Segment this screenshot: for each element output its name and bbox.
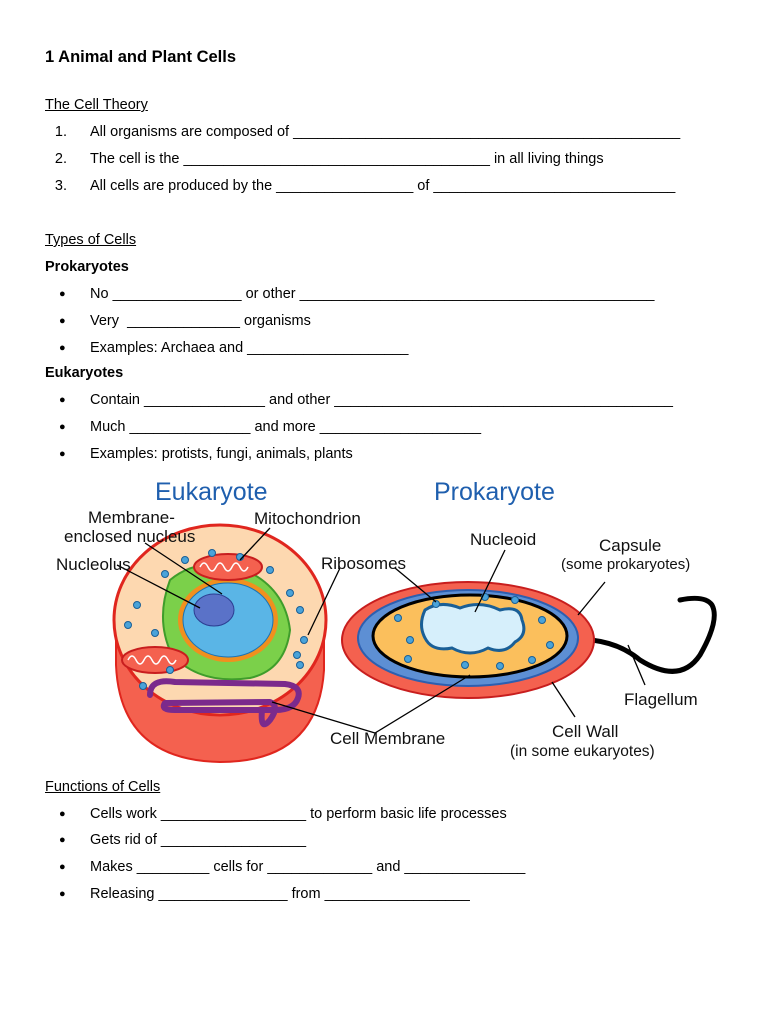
label-cell-membrane: Cell Membrane	[330, 729, 446, 748]
list-item: Makes _________ cells for _____________ and _______________	[90, 859, 526, 875]
bullet-icon: ●	[59, 342, 66, 354]
eukaryote-title: Eukaryote	[155, 478, 268, 506]
bullet-icon: ●	[59, 448, 66, 460]
subheading-eukaryotes: Eukaryotes	[45, 365, 124, 381]
section-heading-functions: Functions of Cells	[45, 779, 161, 795]
label-nucleoid: Nucleoid	[470, 530, 537, 549]
label-capsule: Capsule	[599, 536, 662, 555]
list-item: All organisms are composed of ________________________________________________	[90, 124, 681, 140]
bullet-icon: ●	[59, 421, 66, 433]
list-item: Examples: Archaea and ____________________	[90, 340, 409, 356]
list-item: Gets rid of __________________	[90, 832, 307, 848]
bullet-icon: ●	[59, 288, 66, 300]
prokaryote-cell-drawing	[342, 582, 714, 698]
list-item: Cells work __________________ to perform basic life processes	[90, 806, 507, 822]
list-item: The cell is the ______________________________________ in all living things	[90, 151, 604, 167]
page-title: 1 Animal and Plant Cells	[45, 48, 237, 66]
list-item: No ________________ or other ____________________________________________	[90, 286, 655, 302]
label-cell-wall-note: (in some eukaryotes)	[510, 743, 655, 760]
label-membrane-nucleus: Membrane-	[88, 508, 175, 527]
section-heading-types: Types of Cells	[45, 232, 137, 248]
list-item: Examples: protists, fungi, animals, plants	[90, 446, 353, 462]
list-item: Very ______________ organisms	[90, 313, 311, 329]
label-nucleolus: Nucleolus	[56, 555, 131, 574]
label-membrane-nucleus-2: enclosed nucleus	[64, 527, 196, 546]
label-mitochondrion: Mitochondrion	[254, 509, 361, 528]
bullet-icon: ●	[59, 808, 66, 820]
list-number: 3.	[54, 178, 67, 194]
section-heading-cell-theory: The Cell Theory	[45, 97, 148, 113]
list-item: Contain _______________ and other __________________________________________	[90, 392, 673, 408]
bullet-icon: ●	[59, 394, 66, 406]
list-number: 1.	[54, 124, 67, 140]
list-item: Much _______________ and more ____________________	[90, 419, 482, 435]
label-flagellum: Flagellum	[624, 690, 698, 709]
label-ribosomes: Ribosomes	[321, 554, 407, 573]
subheading-prokaryotes: Prokaryotes	[45, 259, 129, 275]
bullet-icon: ●	[59, 315, 66, 327]
bullet-icon: ●	[59, 888, 66, 900]
cell-diagram	[0, 470, 768, 770]
bullet-icon: ●	[59, 834, 66, 846]
prokaryote-title: Prokaryote	[434, 478, 555, 506]
eukaryote-cell-drawing	[114, 525, 326, 762]
list-number: 2.	[54, 151, 67, 167]
list-item: All cells are produced by the _________________ of ______________________________	[90, 178, 676, 194]
label-cell-wall: Cell Wall	[552, 722, 619, 741]
list-item: Releasing ________________ from __________________	[90, 886, 470, 902]
bullet-icon: ●	[59, 861, 66, 873]
label-capsule-note: (some prokaryotes)	[561, 556, 691, 573]
